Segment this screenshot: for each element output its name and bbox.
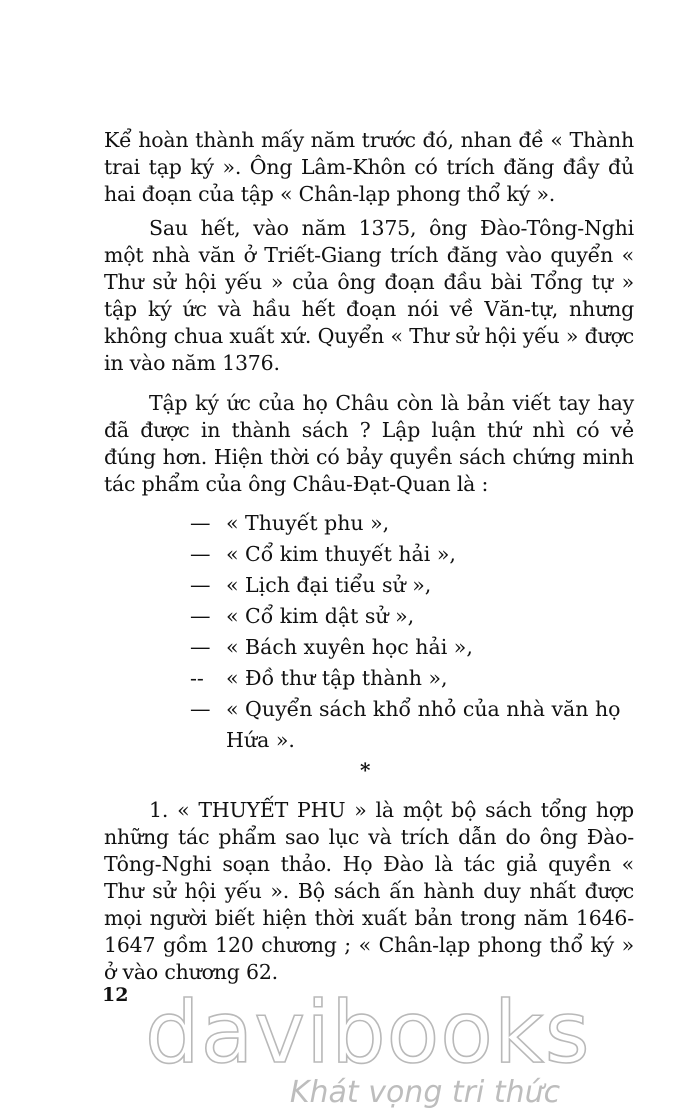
list-dash: — — [190, 635, 211, 659]
list-item-title: « Đồ thư tập thành », — [226, 666, 448, 690]
list-item-title: « Lịch đại tiểu sử », — [226, 573, 432, 597]
list-dash: — — [190, 697, 211, 721]
watermark — [145, 983, 591, 1110]
list-item — [190, 539, 640, 570]
list-item — [190, 601, 640, 632]
list-dash: — — [190, 573, 211, 597]
list-item-title: « Bách xuyên học hải », — [226, 635, 473, 659]
list-item-title: « Cổ kim dật sử », — [226, 604, 415, 628]
list-item-title: « Quyển sách khổ nhỏ của nhà văn họ Hứa ». — [226, 697, 621, 752]
paragraph-text: Sau hết, vào năm 1375, ông Đào-Tông-Nghi một nhà văn ở Triết-Giang trích đăng vào quyển « Thư sử hội yếu » của ông đoạn đầu bài Tổng tự » tập ký ức và hầu hết đoạn nói về Văn-tự, nhưng không chua xuất xứ. Quyển « Thư sử hội yếu » được in vào năm 1376. — [104, 216, 634, 375]
section-separator: * — [360, 758, 371, 782]
list-dash: — — [190, 542, 211, 566]
list-item — [190, 632, 640, 663]
paragraph-text: Kể hoàn thành mấy năm trước đó, nhan đề « Thành trai tạp ký ». Ông Lâm-Khôn có trích đăng đầy đủ hai đoạn của tập « Chân-lạp phong thổ ký ». — [104, 128, 634, 206]
list-item — [190, 694, 640, 756]
paragraph-dao-tong-nghi — [104, 215, 634, 377]
paragraph-text: Tập ký ức của họ Châu còn là bản viết tay hay đã được in thành sách ? Lập luận thứ nhì có vẻ đúng hơn. Hiện thời có bảy quyền sách chứng minh tác phẩm của ông Châu-Đạt-Quan là : — [104, 391, 634, 496]
list-item — [190, 663, 640, 694]
list-dash: — — [190, 511, 211, 535]
list-item — [190, 508, 640, 539]
paragraph-continuation — [104, 127, 634, 208]
paragraph-thuyet-phu — [104, 797, 634, 986]
list-item — [190, 570, 640, 601]
list-dash: — — [190, 604, 211, 628]
list-item-title: « Cổ kim thuyết hải », — [226, 542, 456, 566]
book-list — [190, 508, 640, 756]
list-item-title: « Thuyết phu », — [226, 511, 390, 535]
paragraph-manuscript-question — [104, 390, 634, 498]
watermark-brand: davibooks — [145, 983, 591, 1083]
list-dash: -- — [190, 666, 204, 690]
paragraph-text: 1. « THUYẾT PHU » là một bộ sách tổng hợp những tác phẩm sao lục và trích dẫn do ông Đào-Tông-Nghi soạn thảo. Họ Đào là tác giả quyền « Thư sử hội yếu ». Bộ sách ấn hành duy nhất được mọi người biết hiện thời xuất bản trong năm 1646-1647 gồm 120 chương ; « Chân-lạp phong thổ ký » ở vào chương 62. — [104, 798, 634, 984]
watermark-slogan: Khát vọng tri thức — [289, 1075, 561, 1110]
page-number: 12 — [102, 984, 129, 1006]
